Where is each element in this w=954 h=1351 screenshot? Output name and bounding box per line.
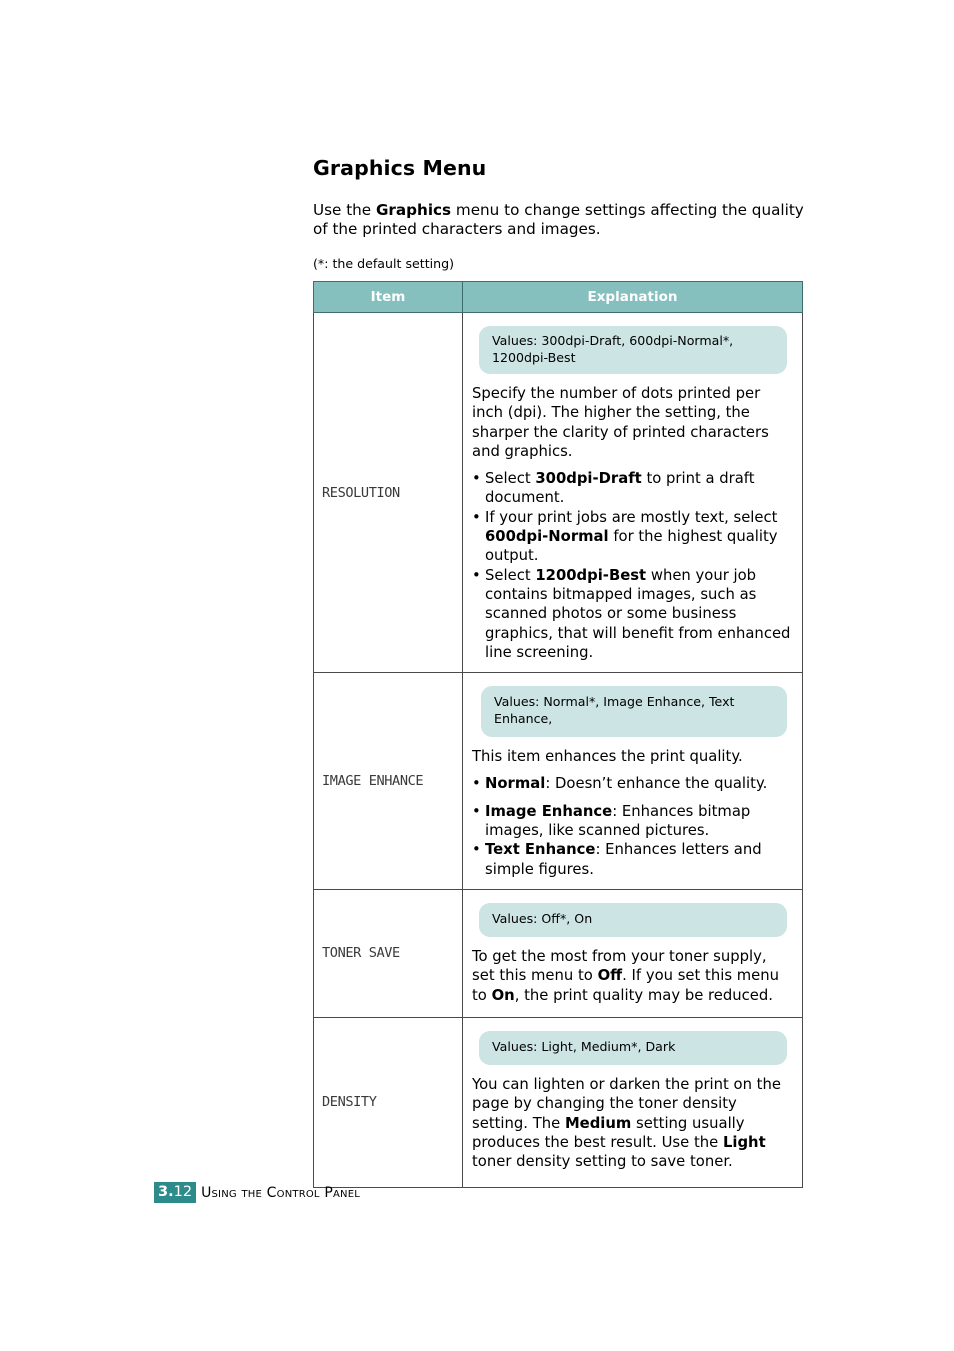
values-box: Values: Normal*, Image Enhance, Text Enhance, — [481, 686, 787, 737]
page-title: Graphics Menu — [313, 156, 487, 180]
values-box: Values: 300dpi-Draft, 600dpi-Normal*, 1200dpi-Best — [479, 326, 787, 374]
list-item: • If your print jobs are mostly text, select 600dpi-Normal for the highest quality output. — [472, 508, 792, 566]
item-cell: TONER SAVE — [314, 889, 463, 1017]
list-item: • Select 300dpi-Draft to print a draft document. — [472, 469, 792, 508]
item-cell: DENSITY — [314, 1017, 463, 1187]
intro-paragraph: Use the Graphics menu to change settings affecting the quality of the printed characters and images. — [313, 201, 804, 238]
bullet-list — [472, 774, 792, 878]
description: Specify the number of dots printed per inch (dpi). The higher the setting, the sharper the clarity of printed characters and graphics. — [472, 385, 769, 460]
explanation-cell — [463, 1017, 803, 1187]
bullet-list — [472, 469, 792, 662]
list-item: • Normal: Doesn’t enhance the quality. — [472, 774, 792, 793]
intro-bold: Graphics — [375, 201, 452, 219]
item-cell: IMAGE ENHANCE — [314, 673, 463, 890]
item-cell: RESOLUTION — [314, 313, 463, 673]
list-item: • Select 1200dpi-Best when your job contains bitmapped images, such as scanned photos or some business graphics, that will benefit from enhanced line screening. — [472, 566, 792, 662]
table-row — [314, 1017, 803, 1187]
table-row — [314, 313, 803, 673]
values-box: Values: Off*, On — [479, 903, 787, 937]
table-header-row — [314, 282, 803, 313]
table-row — [314, 889, 803, 1017]
explanation-cell — [463, 673, 803, 890]
table-row — [314, 673, 803, 890]
values-box: Values: Light, Medium*, Dark — [479, 1031, 787, 1065]
description: To get the most from your toner supply, set this menu to Off. If you set this menu to On, the print quality may be reduced. — [472, 947, 780, 1004]
description: You can lighten or darken the print on the page by changing the toner density setting. The Medium setting usually produces the best result. Use the Light toner density setting to save toner. — [472, 1075, 781, 1171]
section-title: Using the Control Panel — [201, 1184, 361, 1201]
explanation-cell — [463, 889, 803, 1017]
column-header-item: Item — [314, 282, 463, 313]
page-footer — [154, 1182, 360, 1203]
list-item: • Text Enhance: Enhances letters and simple figures. — [472, 840, 792, 879]
description: This item enhances the print quality. — [472, 748, 743, 766]
column-header-explanation: Explanation — [463, 282, 803, 313]
graphics-menu-table — [313, 281, 803, 1188]
page-number-badge: 3.12 — [154, 1182, 196, 1203]
default-setting-note: (*: the default setting) — [313, 256, 455, 271]
explanation-cell — [463, 313, 803, 673]
list-item: • Image Enhance: Enhances bitmap images, like scanned pictures. — [472, 802, 792, 841]
